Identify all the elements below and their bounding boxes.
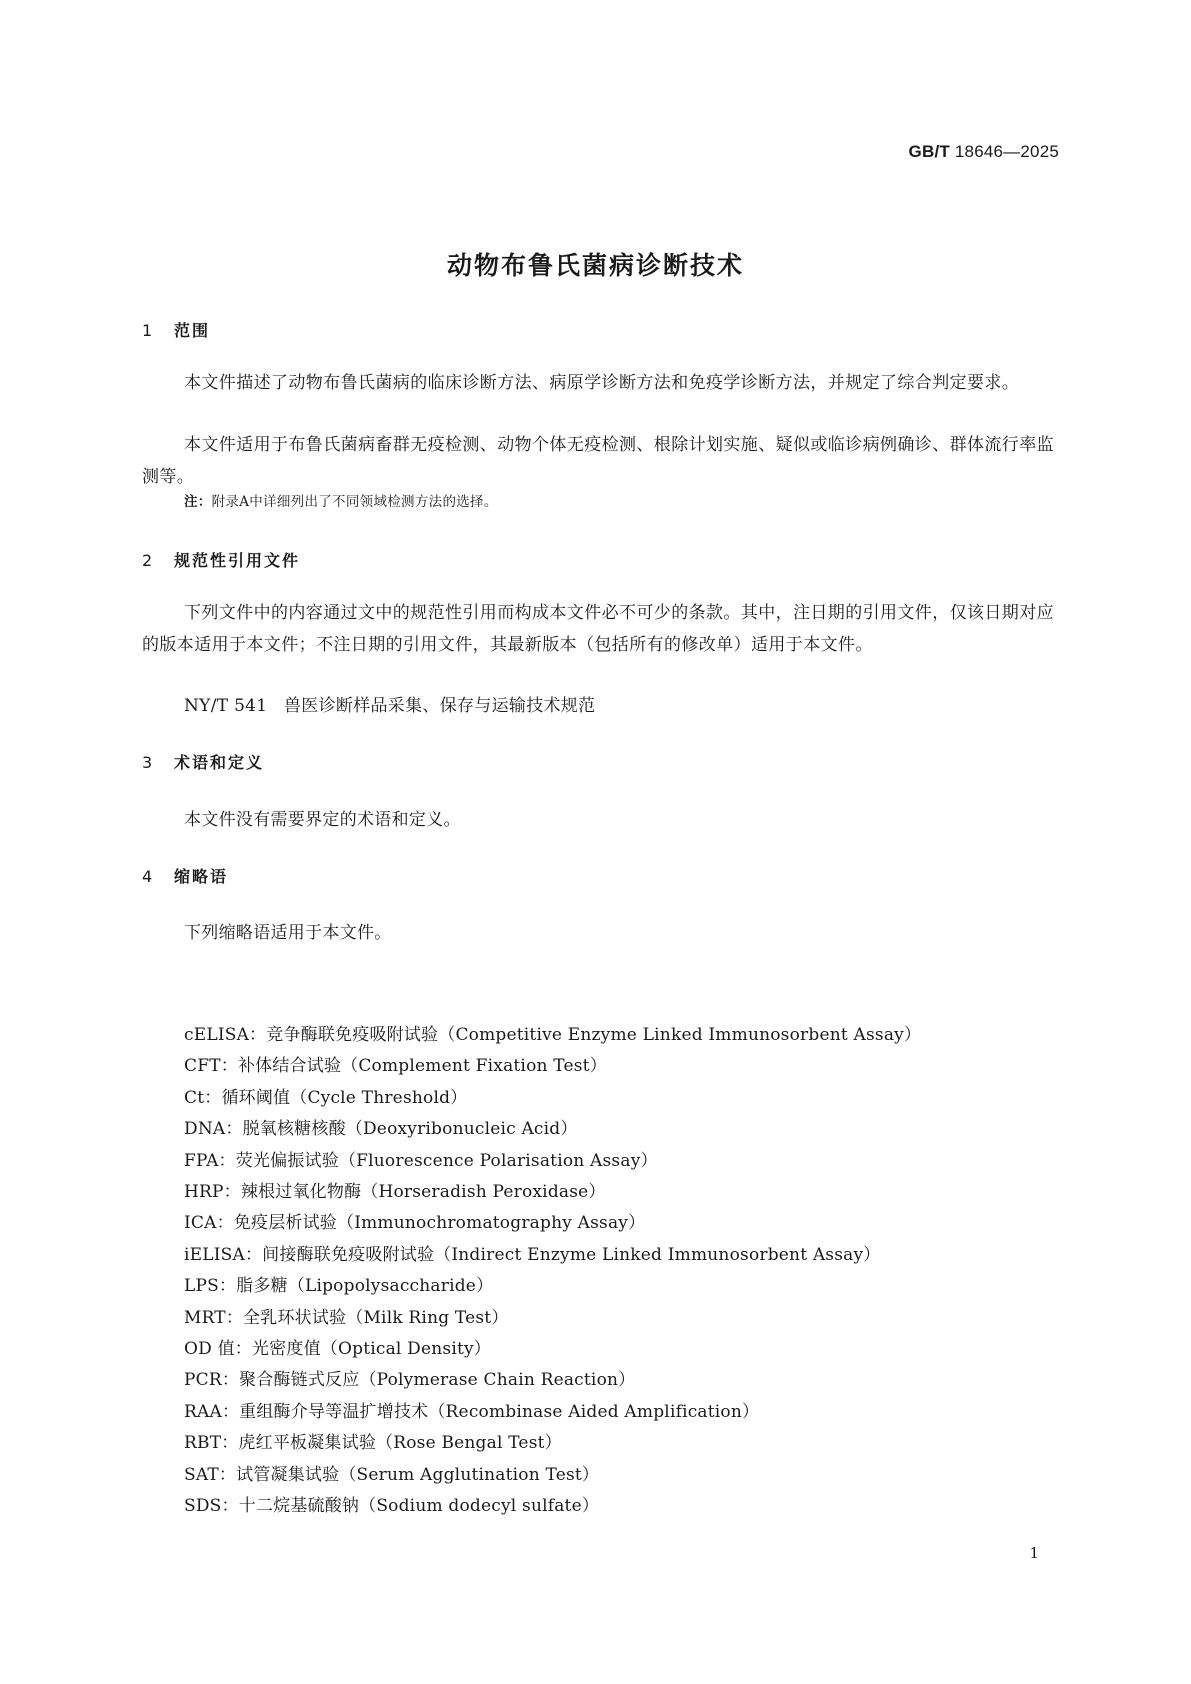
section-4-heading	[142, 864, 228, 887]
section-number: 3	[142, 753, 155, 772]
note-text: 附录A中详细列出了不同领域检测方法的选择。	[211, 494, 498, 510]
section-number: 4	[142, 867, 155, 886]
section-1-paragraph-1: 本文件描述了动物布鲁氏菌病的临床诊断方法、病原学诊断方法和免疫学诊断方法，并规定了综合判定要求。	[184, 373, 1020, 393]
section-number: 1	[142, 321, 155, 340]
note-label: 注：	[184, 494, 212, 510]
abbreviation-item: HRP：辣根过氧化物酶（Horseradish Peroxidase）	[184, 1182, 606, 1203]
section-title: 范围	[174, 321, 211, 340]
abbreviation-item: DNA：脱氧核糖核酸（Deoxyribonucleic Acid）	[184, 1119, 578, 1140]
abbreviation-item: LPS：脂多糖（Lipopolysaccharide）	[184, 1276, 494, 1297]
section-number: 2	[142, 551, 155, 570]
abbreviation-item: RBT：虎红平板凝集试验（Rose Bengal Test）	[184, 1433, 562, 1454]
abbreviations-intro: 下列缩略语适用于本文件。	[184, 923, 392, 943]
reference-code: NY/T 541	[184, 696, 268, 716]
abbreviation-item: PCR：聚合酶链式反应（Polymerase Chain Reaction）	[184, 1370, 636, 1391]
abbreviation-item: CFT：补体结合试验（Complement Fixation Test）	[184, 1056, 607, 1077]
standard-code	[909, 142, 1059, 162]
section-title: 规范性引用文件	[174, 551, 301, 570]
section-3-heading	[142, 750, 264, 773]
section-title: 术语和定义	[174, 753, 265, 772]
page-number: 1	[1029, 1544, 1039, 1562]
abbreviation-item: Ct：循环阈值（Cycle Threshold）	[184, 1087, 468, 1108]
abbreviation-item: SAT：试管凝集试验（Serum Agglutination Test）	[184, 1464, 600, 1485]
section-2-heading	[142, 548, 300, 571]
abbreviation-item: SDS：十二烷基硫酸钠（Sodium dodecyl sulfate）	[184, 1496, 600, 1517]
section-1-heading	[142, 318, 210, 341]
abbreviation-item: OD 值：光密度值（Optical Density）	[184, 1339, 491, 1360]
abbreviation-item: FPA：荧光偏振试验（Fluorescence Polarisation Assay）	[184, 1150, 658, 1171]
reference-title: 兽医诊断样品采集、保存与运输技术规范	[284, 696, 596, 716]
section-title: 缩略语	[174, 867, 229, 886]
abbreviation-list	[184, 1020, 921, 1523]
section-1-note	[184, 490, 498, 510]
abbreviation-item: RAA：重组酶介导等温扩增技术（Recombinase Aided Amplification）	[184, 1401, 760, 1422]
abbreviation-item: iELISA：间接酶联免疫吸附试验（Indirect Enzyme Linked Immunosorbent Assay）	[184, 1244, 881, 1265]
standard-number: 18646—2025	[954, 142, 1059, 161]
abbreviation-item: cELISA：竞争酶联免疫吸附试验（Competitive Enzyme Linked Immunosorbent Assay）	[184, 1025, 922, 1045]
document-title: 动物布鲁氏菌病诊断技术	[446, 251, 744, 280]
normative-reference	[184, 691, 595, 716]
section-3-paragraph: 本文件没有需要界定的术语和定义。	[184, 810, 461, 830]
section-1-paragraph-2: 本文件适用于布鲁氏菌病畜群无疫检测、动物个体无疫检测、根除计划实施、疑似或临诊病例确诊、群体流行率监测等。	[142, 435, 1054, 487]
abbreviation-item: MRT：全乳环状试验（Milk Ring Test）	[184, 1307, 509, 1328]
abbreviation-item: ICA：免疫层析试验（Immunochromatography Assay）	[184, 1213, 646, 1234]
standard-prefix: GB/T	[908, 142, 950, 161]
section-2-paragraph: 下列文件中的内容通过文中的规范性引用而构成本文件必不可少的条款。其中，注日期的引用文件，仅该日期对应的版本适用于本文件；不注日期的引用文件，其最新版本（包括所有的修改单）适用于本文件。	[142, 603, 1054, 655]
